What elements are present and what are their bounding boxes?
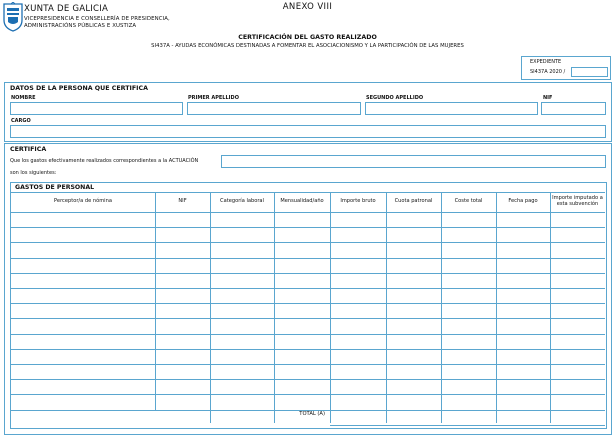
nif-label: NIF bbox=[543, 95, 553, 101]
table-cell[interactable] bbox=[156, 365, 210, 379]
annex-label: ANEXO VIII bbox=[282, 2, 333, 12]
expediente-number-field[interactable] bbox=[571, 67, 608, 77]
column-header-importe-imputado-a-esta-subvencion: Importe imputado a esta subvención bbox=[552, 195, 603, 207]
total-cell[interactable] bbox=[497, 411, 550, 425]
column-header-importe-bruto: Importe bruto bbox=[340, 198, 376, 205]
table-cell[interactable] bbox=[156, 395, 210, 409]
table-cell[interactable] bbox=[331, 380, 386, 394]
table-cell[interactable] bbox=[156, 213, 210, 227]
table-cell[interactable] bbox=[387, 319, 441, 333]
expediente-code: SI437A 2020 / bbox=[530, 69, 566, 75]
table-cell[interactable] bbox=[497, 259, 550, 273]
document-subtitle: SI437A - AYUDAS ECONÓMICAS DESTINADAS A FOMENTAR EL ASOCIACIONISMO Y LA PARTICIPACIÓN DE LAS MUJERES bbox=[151, 43, 464, 49]
expediente-label: EXPEDIENTE bbox=[530, 59, 562, 65]
table-cell[interactable] bbox=[331, 335, 386, 349]
table-cell[interactable] bbox=[331, 213, 386, 227]
table-cell[interactable] bbox=[551, 304, 605, 318]
table-cell[interactable] bbox=[12, 213, 155, 227]
table-cell[interactable] bbox=[442, 319, 496, 333]
table-cell[interactable] bbox=[387, 259, 441, 273]
table-cell[interactable] bbox=[275, 228, 330, 242]
table-cell[interactable] bbox=[387, 395, 441, 409]
table-cell[interactable] bbox=[211, 350, 274, 364]
table-cell[interactable] bbox=[211, 304, 274, 318]
table-cell[interactable] bbox=[275, 304, 330, 318]
table-cell[interactable] bbox=[387, 380, 441, 394]
total-label: TOTAL (A) bbox=[299, 411, 325, 417]
table-cell[interactable] bbox=[275, 319, 330, 333]
certifica-following: son los siguientes: bbox=[10, 170, 57, 176]
table-cell[interactable] bbox=[156, 335, 210, 349]
table-cell[interactable] bbox=[12, 350, 155, 364]
table-cell[interactable] bbox=[442, 213, 496, 227]
row-divider bbox=[330, 425, 605, 426]
table-cell[interactable] bbox=[331, 395, 386, 409]
table-cell[interactable] bbox=[497, 319, 550, 333]
table-cell[interactable] bbox=[211, 395, 274, 409]
table-cell[interactable] bbox=[551, 395, 605, 409]
table-cell[interactable] bbox=[211, 365, 274, 379]
table-cell[interactable] bbox=[551, 365, 605, 379]
table-cell[interactable] bbox=[442, 395, 496, 409]
table-cell[interactable] bbox=[12, 380, 155, 394]
table-cell[interactable] bbox=[442, 350, 496, 364]
primer-apellido-label: PRIMER APELLIDO bbox=[188, 95, 239, 101]
table-cell[interactable] bbox=[497, 243, 550, 257]
column-header-coste-total: Coste total bbox=[454, 198, 483, 205]
table-cell[interactable] bbox=[275, 380, 330, 394]
total-cell[interactable] bbox=[331, 411, 386, 425]
table-cell[interactable] bbox=[551, 380, 605, 394]
segundo-apellido-field[interactable] bbox=[365, 102, 538, 115]
table-cell[interactable] bbox=[156, 350, 210, 364]
table-cell[interactable] bbox=[442, 335, 496, 349]
org-department-line1: VICEPRESIDENCIA E CONSELLERÍA DE PRESIDENCIA, bbox=[24, 16, 170, 22]
table-cell[interactable] bbox=[331, 304, 386, 318]
table-cell[interactable] bbox=[442, 274, 496, 288]
table-cell[interactable] bbox=[331, 289, 386, 303]
table-cell[interactable] bbox=[331, 274, 386, 288]
table-cell[interactable] bbox=[331, 259, 386, 273]
table-cell[interactable] bbox=[275, 213, 330, 227]
table-cell[interactable] bbox=[387, 304, 441, 318]
table-cell[interactable] bbox=[497, 274, 550, 288]
person-section-title: DATOS DE LA PERSONA QUE CERTIFICA bbox=[10, 85, 148, 92]
table-cell[interactable] bbox=[156, 259, 210, 273]
table-cell[interactable] bbox=[442, 289, 496, 303]
segundo-apellido-label: SEGUNDO APELLIDO bbox=[366, 95, 424, 101]
table-cell[interactable] bbox=[551, 228, 605, 242]
table-cell[interactable] bbox=[275, 243, 330, 257]
org-name: XUNTA DE GALICIA bbox=[24, 4, 109, 14]
table-cell[interactable] bbox=[211, 213, 274, 227]
table-cell[interactable] bbox=[497, 365, 550, 379]
table-cell[interactable] bbox=[275, 274, 330, 288]
column-header-perceptor-a-de-nomina: Perceptor/a de nómina bbox=[54, 198, 112, 205]
column-header-mensualidad-ano: Mensualidad/año bbox=[280, 198, 324, 205]
table-cell[interactable] bbox=[497, 335, 550, 349]
table-cell[interactable] bbox=[442, 228, 496, 242]
table-cell[interactable] bbox=[211, 274, 274, 288]
table-cell[interactable] bbox=[551, 350, 605, 364]
table-cell[interactable] bbox=[387, 350, 441, 364]
org-department-line2: ADMINISTRACIÓNS PÚBLICAS E XUSTIZA bbox=[24, 22, 137, 29]
table-cell[interactable] bbox=[275, 289, 330, 303]
table-cell[interactable] bbox=[551, 213, 605, 227]
cargo-field[interactable] bbox=[10, 125, 606, 138]
certifica-title: CERTIFICA bbox=[10, 146, 47, 153]
table-cell[interactable] bbox=[551, 335, 605, 349]
table-cell[interactable] bbox=[12, 274, 155, 288]
table-cell[interactable] bbox=[331, 243, 386, 257]
table-cell[interactable] bbox=[442, 259, 496, 273]
org-department bbox=[24, 16, 170, 29]
table-cell[interactable] bbox=[275, 395, 330, 409]
table-cell[interactable] bbox=[442, 380, 496, 394]
table-cell[interactable] bbox=[497, 380, 550, 394]
cargo-label: CARGO bbox=[11, 118, 31, 124]
total-cell[interactable] bbox=[387, 411, 441, 425]
primer-apellido-field[interactable] bbox=[187, 102, 361, 115]
column-header-categoria-laboral: Categoría laboral bbox=[220, 198, 264, 205]
table-cell[interactable] bbox=[551, 274, 605, 288]
table-cell[interactable] bbox=[387, 335, 441, 349]
table-cell[interactable] bbox=[497, 228, 550, 242]
table-cell[interactable] bbox=[442, 365, 496, 379]
table-cell[interactable] bbox=[275, 365, 330, 379]
table-cell[interactable] bbox=[12, 228, 155, 242]
column-header-cuota-patronal: Cuota patronal bbox=[394, 198, 433, 205]
table-cell[interactable] bbox=[211, 228, 274, 242]
table-cell[interactable] bbox=[551, 243, 605, 257]
table-cell[interactable] bbox=[551, 259, 605, 273]
table-cell[interactable] bbox=[211, 259, 274, 273]
table-cell[interactable] bbox=[156, 289, 210, 303]
table-cell[interactable] bbox=[387, 213, 441, 227]
document-title: CERTIFICACIÓN DEL GASTO REALIZADO bbox=[238, 34, 377, 41]
certifica-statement: Que los gastos efectivamente realizados correspondientes a la ACTUACIÓN bbox=[10, 158, 199, 164]
table-cell[interactable] bbox=[211, 289, 274, 303]
total-cell[interactable] bbox=[442, 411, 496, 425]
table-cell[interactable] bbox=[497, 304, 550, 318]
table-cell[interactable] bbox=[497, 350, 550, 364]
table-cell[interactable] bbox=[331, 319, 386, 333]
table-cell[interactable] bbox=[387, 274, 441, 288]
table-cell[interactable] bbox=[156, 243, 210, 257]
table-cell[interactable] bbox=[211, 319, 274, 333]
table-cell[interactable] bbox=[387, 228, 441, 242]
table-cell[interactable] bbox=[551, 319, 605, 333]
table-cell[interactable] bbox=[12, 365, 155, 379]
table-cell[interactable] bbox=[497, 213, 550, 227]
table-cell[interactable] bbox=[275, 259, 330, 273]
table-cell[interactable] bbox=[12, 289, 155, 303]
gastos-personal-title: GASTOS DE PERSONAL bbox=[15, 184, 95, 191]
table-cell[interactable] bbox=[551, 289, 605, 303]
table-cell[interactable] bbox=[442, 243, 496, 257]
nif-field[interactable] bbox=[541, 102, 606, 115]
column-header-fecha-pago: Fecha pago bbox=[508, 198, 538, 205]
table-cell[interactable] bbox=[497, 395, 550, 409]
table-cell[interactable] bbox=[156, 274, 210, 288]
expediente-box bbox=[521, 56, 611, 80]
table-cell[interactable] bbox=[331, 365, 386, 379]
table-cell[interactable] bbox=[156, 228, 210, 242]
table-cell[interactable] bbox=[211, 335, 274, 349]
nombre-field[interactable] bbox=[10, 102, 183, 115]
total-cell[interactable] bbox=[551, 411, 605, 425]
table-cell[interactable] bbox=[275, 350, 330, 364]
table-cell[interactable] bbox=[387, 243, 441, 257]
nombre-label: NOMBRE bbox=[11, 95, 36, 101]
table-cell[interactable] bbox=[211, 380, 274, 394]
actuacion-field[interactable] bbox=[221, 155, 606, 168]
column-header-nif: NIF bbox=[178, 198, 187, 205]
table-cell[interactable] bbox=[331, 350, 386, 364]
table-cell[interactable] bbox=[387, 365, 441, 379]
table-cell[interactable] bbox=[497, 289, 550, 303]
table-cell[interactable] bbox=[12, 259, 155, 273]
table-cell[interactable] bbox=[12, 304, 155, 318]
table-cell[interactable] bbox=[156, 319, 210, 333]
table-cell[interactable] bbox=[387, 289, 441, 303]
table-cell[interactable] bbox=[211, 243, 274, 257]
table-cell[interactable] bbox=[442, 304, 496, 318]
table-cell[interactable] bbox=[156, 304, 210, 318]
table-cell[interactable] bbox=[156, 380, 210, 394]
table-cell[interactable] bbox=[12, 319, 155, 333]
table-cell[interactable] bbox=[12, 335, 155, 349]
table-cell[interactable] bbox=[331, 228, 386, 242]
table-cell[interactable] bbox=[12, 243, 155, 257]
table-cell[interactable] bbox=[12, 395, 155, 409]
table-cell[interactable] bbox=[275, 335, 330, 349]
